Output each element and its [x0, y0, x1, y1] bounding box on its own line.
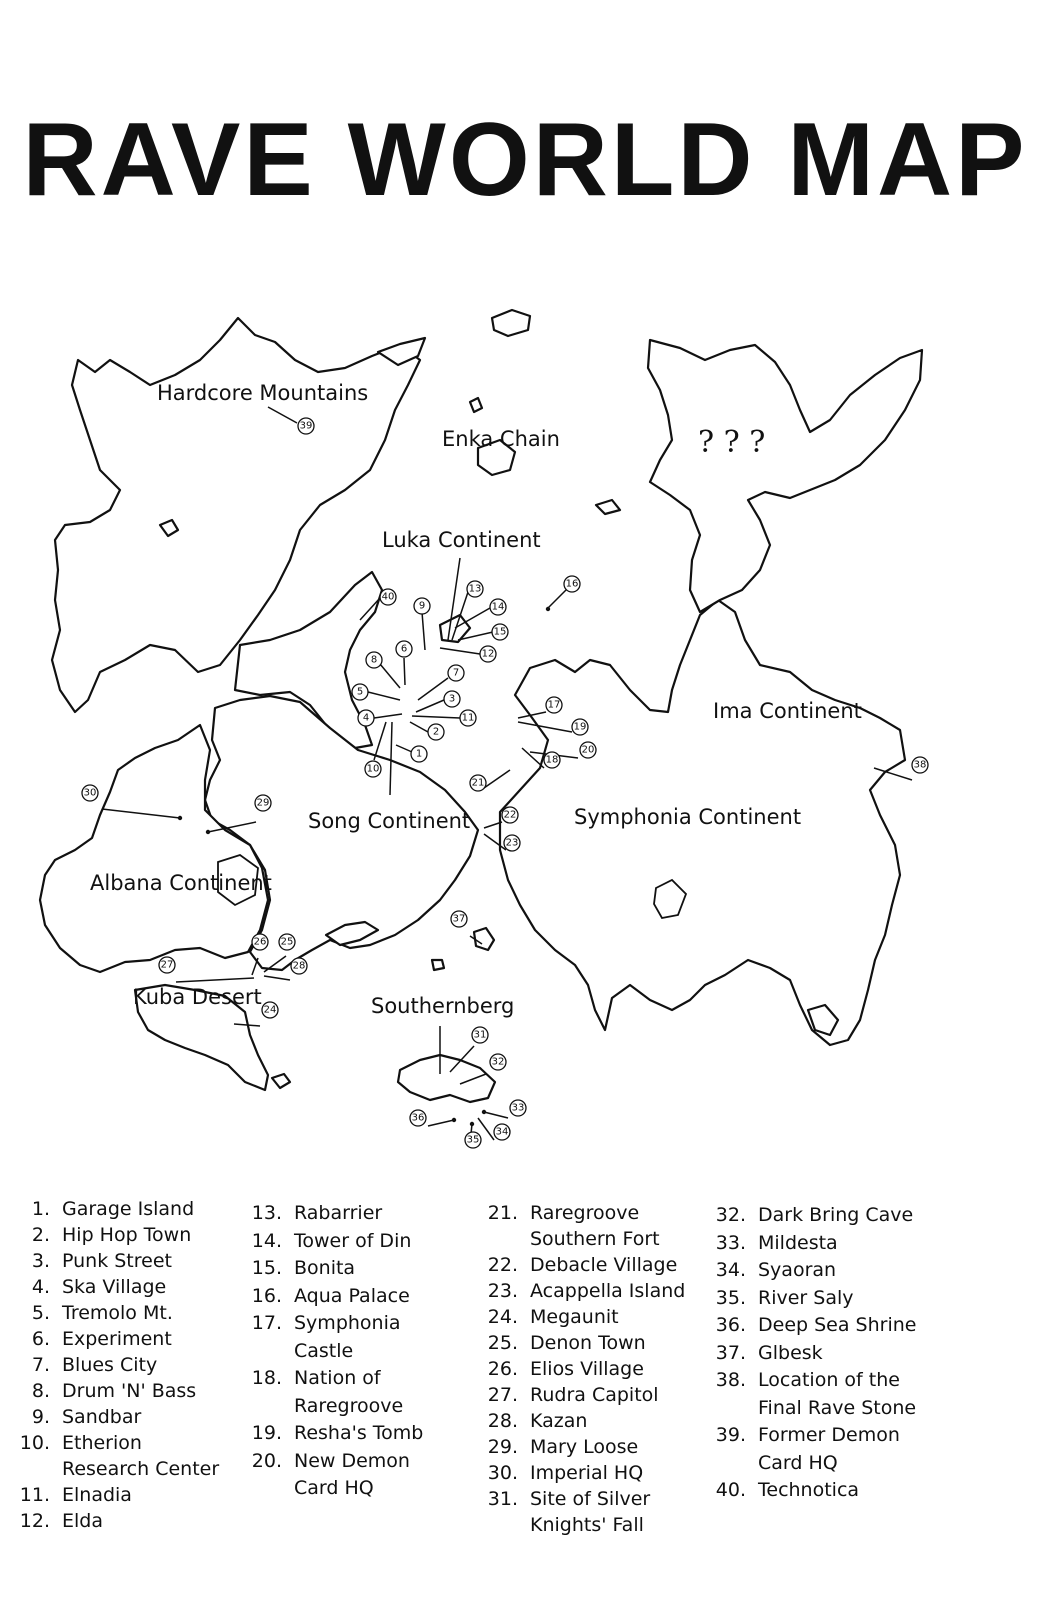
legend-entry: 38. Location of the Final Rave Stone	[715, 1369, 917, 1419]
world-map	[0, 300, 1050, 1180]
svg-text:4: 4	[362, 712, 370, 724]
leader-line-7	[418, 678, 448, 700]
svg-text:21: 21	[471, 777, 485, 789]
small-island	[596, 500, 620, 514]
svg-text:17: 17	[547, 699, 561, 711]
leader-line-6	[404, 658, 405, 685]
unknown-northeast-landmass	[648, 340, 922, 612]
svg-text:16: 16	[565, 578, 579, 590]
svg-text:26: 26	[253, 936, 267, 948]
legend-entry: 40. Technotica	[715, 1479, 860, 1501]
legend-entry: 8. Drum 'N' Bass	[31, 1380, 197, 1402]
label-symphonia-continent: Symphonia Continent	[574, 805, 802, 829]
legend-entry: 36. Deep Sea Shrine	[715, 1314, 917, 1336]
legend-entry: 39. Former Demon Card HQ	[715, 1424, 900, 1474]
marker-34	[494, 1124, 510, 1140]
legend-entry: 25. Denon Town	[487, 1332, 646, 1354]
marker-29	[255, 795, 271, 811]
svg-text:15: 15	[493, 626, 507, 638]
legend-entry: 14. Tower of Din	[251, 1229, 412, 1252]
svg-text:30: 30	[83, 787, 97, 799]
marker-13	[467, 581, 483, 597]
legend-entry: 2. Hip Hop Town	[31, 1224, 192, 1246]
label-kuba-desert: Kuba Desert	[133, 985, 262, 1009]
marker-8	[366, 652, 382, 668]
marker-22	[502, 807, 518, 823]
leader-line-1	[396, 745, 412, 752]
legend-entry: 11. Elnadia	[19, 1484, 132, 1506]
svg-text:39: 39	[299, 420, 313, 432]
svg-text:2: 2	[432, 726, 440, 738]
marker-14	[490, 599, 506, 615]
svg-text:33: 33	[511, 1102, 525, 1114]
marker-10	[365, 761, 381, 777]
svg-text:32: 32	[491, 1056, 505, 1068]
marker-21	[470, 775, 486, 791]
legend-entry: 23. Acappella Island	[487, 1280, 686, 1302]
svg-text:36: 36	[411, 1112, 425, 1124]
legend-entry: 16. Aqua Palace	[251, 1284, 410, 1307]
marker-32	[490, 1054, 506, 1070]
leader-line-12	[440, 648, 480, 654]
legend-entry: 13. Rabarrier	[251, 1202, 383, 1224]
svg-text:11: 11	[461, 712, 475, 724]
map-title: RAVE WORLD MAP	[22, 102, 1028, 218]
legend-entry: 19. Resha's Tomb	[251, 1422, 424, 1444]
legend-entry: 3. Punk Street	[31, 1250, 172, 1272]
svg-text:19: 19	[573, 721, 587, 733]
marker-36	[410, 1110, 426, 1126]
svg-text:29: 29	[256, 797, 270, 809]
marker-17	[546, 697, 562, 713]
marker-31	[472, 1027, 488, 1043]
legend-entry: 26. Elios Village	[487, 1358, 644, 1380]
svg-text:1: 1	[415, 748, 423, 760]
leader-line-11	[412, 716, 460, 718]
marker-4	[358, 710, 374, 726]
marker-39	[298, 418, 314, 434]
svg-text:3: 3	[448, 693, 456, 705]
svg-text:25: 25	[280, 936, 294, 948]
legend-entry: 21. Raregroove Southern Fort	[487, 1202, 660, 1250]
svg-text:10: 10	[366, 763, 380, 775]
marker-33	[510, 1100, 526, 1116]
marker-27	[159, 957, 175, 973]
legend-entry: 6. Experiment	[31, 1328, 172, 1350]
svg-text:6: 6	[400, 643, 408, 655]
legend-entry: 30. Imperial HQ	[487, 1462, 644, 1484]
marker-20	[580, 742, 596, 758]
legend-entry: 1. Garage Island	[31, 1198, 195, 1220]
legend-entry: 35. River Saly	[715, 1286, 854, 1309]
legend-entry: 33. Mildesta	[715, 1231, 838, 1254]
legend-entry: 24. Megaunit	[487, 1306, 619, 1328]
marker-1	[411, 746, 427, 762]
legend-entry: 18. Nation of Raregroove	[251, 1367, 404, 1417]
legend-entry: 27. Rudra Capitol	[487, 1384, 659, 1406]
marker-30	[82, 785, 98, 801]
leader-line-8	[380, 664, 400, 688]
leader-line-9	[422, 612, 425, 650]
svg-text:5: 5	[356, 686, 364, 698]
legend-col-4	[706, 1202, 916, 1505]
leader-line-33	[484, 1112, 508, 1118]
svg-text:20: 20	[581, 744, 595, 756]
svg-text:12: 12	[481, 648, 495, 660]
legend-entry: 5. Tremolo Mt.	[31, 1302, 173, 1324]
svg-text:40: 40	[381, 591, 395, 603]
legend-entry: 9. Sandbar	[31, 1406, 142, 1428]
marker-19	[572, 719, 588, 735]
marker-15	[492, 624, 508, 640]
marker-37	[451, 911, 467, 927]
marker-9	[414, 598, 430, 614]
legend-entry: 17. Symphonia Castle	[251, 1312, 401, 1362]
legend-col-1	[10, 1196, 219, 1534]
svg-text:38: 38	[913, 759, 927, 771]
hardcore-mountains-landmass	[52, 318, 420, 712]
legend-entry: 29. Mary Loose	[487, 1436, 639, 1458]
marker-11	[460, 710, 476, 726]
marker-2	[428, 724, 444, 740]
marker-24	[262, 1002, 278, 1018]
svg-text:13: 13	[468, 583, 482, 595]
legend-entry: 4. Ska Village	[31, 1276, 167, 1298]
svg-text:9: 9	[418, 600, 426, 612]
north-island	[492, 310, 530, 336]
svg-text:27: 27	[160, 959, 174, 971]
label-unknown-region: ? ? ?	[698, 425, 766, 460]
small-island	[432, 960, 444, 970]
marker-5	[352, 684, 368, 700]
legend-col-2	[242, 1200, 423, 1503]
marker-35	[465, 1132, 481, 1148]
svg-text:35: 35	[466, 1134, 480, 1146]
svg-text:14: 14	[491, 601, 505, 613]
label-song-continent: Song Continent	[308, 809, 471, 833]
svg-text:28: 28	[292, 960, 306, 972]
svg-text:34: 34	[495, 1126, 509, 1138]
label-enka-chain: Enka Chain	[442, 427, 560, 451]
legend-entry: 15. Bonita	[251, 1257, 356, 1279]
leader-line-27	[176, 978, 254, 982]
label-albana-continent: Albana Continent	[90, 871, 272, 895]
svg-text:22: 22	[503, 809, 517, 821]
leader-line-18	[522, 748, 544, 768]
marker-18	[544, 752, 560, 768]
leader-line-10	[374, 722, 386, 760]
legend-entry: 37. Glbesk	[715, 1341, 823, 1364]
legend-entry: 10. Etherion Research Center	[19, 1432, 220, 1480]
marker-26	[252, 934, 268, 950]
label-ima-continent: Ima Continent	[713, 699, 862, 723]
leader-line-21	[484, 770, 510, 788]
glbesk-island	[474, 928, 494, 950]
marker-7	[448, 665, 464, 681]
enka-island	[470, 398, 482, 412]
leader-line-16	[548, 590, 566, 608]
leader-line-26	[252, 958, 258, 975]
marker-23	[504, 835, 520, 851]
marker-40	[380, 589, 396, 605]
marker-3	[444, 691, 460, 707]
leader-line-2	[410, 722, 428, 732]
label-luka-continent: Luka Continent	[382, 528, 541, 552]
legend-entry: 7. Blues City	[31, 1354, 158, 1376]
label-hardcore-mountains: Hardcore Mountains	[157, 381, 369, 405]
svg-text:7: 7	[452, 667, 460, 679]
marker-16	[564, 576, 580, 592]
label-southernberg: Southernberg	[371, 994, 515, 1018]
small-island	[272, 1074, 290, 1088]
legend-entry: 32. Dark Bring Cave	[715, 1204, 914, 1226]
leader-line-3	[416, 700, 444, 712]
svg-text:31: 31	[473, 1029, 487, 1041]
southernberg-landmass	[398, 1055, 495, 1102]
legend-entry: 22. Debacle Village	[487, 1254, 678, 1276]
marker-38	[912, 757, 928, 773]
legend-entry: 31. Site of Silver Knights' Fall	[487, 1488, 651, 1536]
marker-6	[396, 641, 412, 657]
legend-entry: 28. Kazan	[487, 1410, 588, 1432]
leader-line-5	[368, 692, 400, 700]
leader-line-28	[264, 976, 290, 980]
marker-12	[480, 646, 496, 662]
svg-text:8: 8	[370, 654, 378, 666]
leader-line-36	[428, 1120, 454, 1126]
legend-entry: 34. Syaoran	[715, 1259, 837, 1281]
legend-entry: 20. New Demon Card HQ	[251, 1449, 410, 1499]
svg-text:24: 24	[263, 1004, 277, 1016]
legend-entry: 12. Elda	[19, 1510, 103, 1532]
marker-28	[291, 958, 307, 974]
marker-25	[279, 934, 295, 950]
svg-text:37: 37	[452, 913, 466, 925]
leader-line-4	[374, 714, 402, 718]
svg-text:18: 18	[545, 754, 559, 766]
svg-text:23: 23	[505, 837, 519, 849]
legend-col-3	[478, 1200, 685, 1538]
